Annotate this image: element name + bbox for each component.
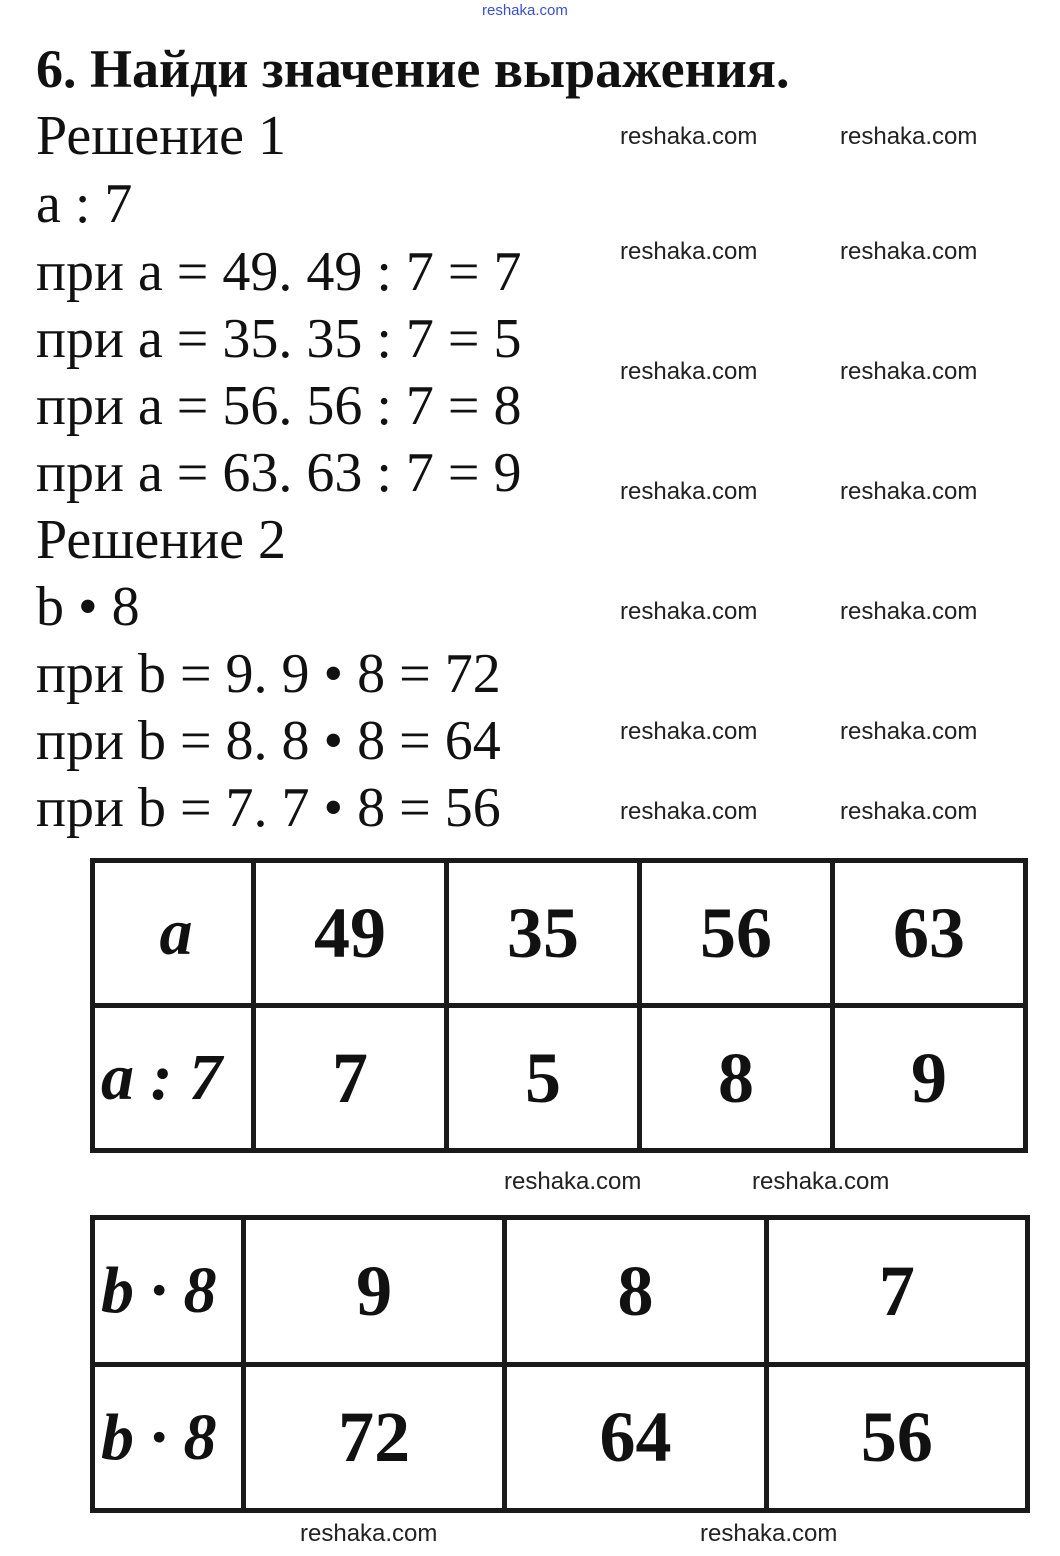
- table-cell: 64: [505, 1365, 766, 1511]
- table-cell: 7: [254, 1006, 447, 1151]
- table-row: [93, 1365, 1028, 1511]
- watermark: reshaka.com: [840, 358, 978, 385]
- table-cell: 9: [833, 1006, 1026, 1151]
- watermark: reshaka.com: [840, 478, 978, 505]
- solution-1-line: при a = 49. 49 : 7 = 7: [36, 241, 522, 303]
- table-cell: 8: [640, 1006, 833, 1151]
- solution-1-line: при a = 35. 35 : 7 = 5: [36, 308, 522, 370]
- solution-2-line: при b = 8. 8 • 8 = 64: [36, 710, 501, 772]
- table-cell: 49: [254, 861, 447, 1006]
- row-header: a: [93, 861, 254, 1006]
- watermark: reshaka.com: [620, 123, 758, 150]
- row-header: a : 7: [93, 1006, 254, 1151]
- watermark: reshaka.com: [620, 238, 758, 265]
- table-cell: 56: [640, 861, 833, 1006]
- table-cell: 9: [244, 1218, 505, 1365]
- solution-2-expression: b • 8: [36, 576, 140, 638]
- watermark: reshaka.com: [620, 798, 758, 825]
- table-cell: 63: [833, 861, 1026, 1006]
- table-a-div-7: [90, 858, 1028, 1153]
- row-header: b · 8: [93, 1218, 244, 1365]
- page-title: 6. Найди значение выражения.: [36, 39, 790, 99]
- watermark: reshaka.com: [752, 1168, 890, 1195]
- row-header: b · 8: [93, 1365, 244, 1511]
- table-cell: 5: [447, 1006, 640, 1151]
- table-cell: 7: [766, 1218, 1027, 1365]
- solution-1-line: при a = 56. 56 : 7 = 8: [36, 375, 522, 437]
- site-watermark: reshaka.com: [482, 2, 568, 19]
- table-cell: 35: [447, 861, 640, 1006]
- solution-2-line: при b = 7. 7 • 8 = 56: [36, 777, 501, 839]
- table-b-times-8: [90, 1215, 1030, 1513]
- watermark: reshaka.com: [300, 1520, 438, 1547]
- watermark: reshaka.com: [700, 1520, 838, 1547]
- watermark: reshaka.com: [840, 798, 978, 825]
- table-cell: 72: [244, 1365, 505, 1511]
- watermark: reshaka.com: [840, 598, 978, 625]
- watermark: reshaka.com: [620, 478, 758, 505]
- watermark: reshaka.com: [840, 718, 978, 745]
- solution-1-line: при a = 63. 63 : 7 = 9: [36, 442, 522, 504]
- watermark: reshaka.com: [840, 123, 978, 150]
- solution-2-heading: Решение 2: [36, 509, 287, 571]
- solution-2-line: при b = 9. 9 • 8 = 72: [36, 643, 501, 705]
- watermark: reshaka.com: [840, 238, 978, 265]
- table-row: [93, 1218, 1028, 1365]
- solution-1-heading: Решение 1: [36, 105, 287, 167]
- watermark: reshaka.com: [504, 1168, 642, 1195]
- table-row: [93, 1006, 1026, 1151]
- table-row: [93, 861, 1026, 1006]
- table-cell: 8: [505, 1218, 766, 1365]
- watermark: reshaka.com: [620, 718, 758, 745]
- watermark: reshaka.com: [620, 358, 758, 385]
- table-cell: 56: [766, 1365, 1027, 1511]
- solution-1-expression: a : 7: [36, 173, 133, 235]
- watermark: reshaka.com: [620, 598, 758, 625]
